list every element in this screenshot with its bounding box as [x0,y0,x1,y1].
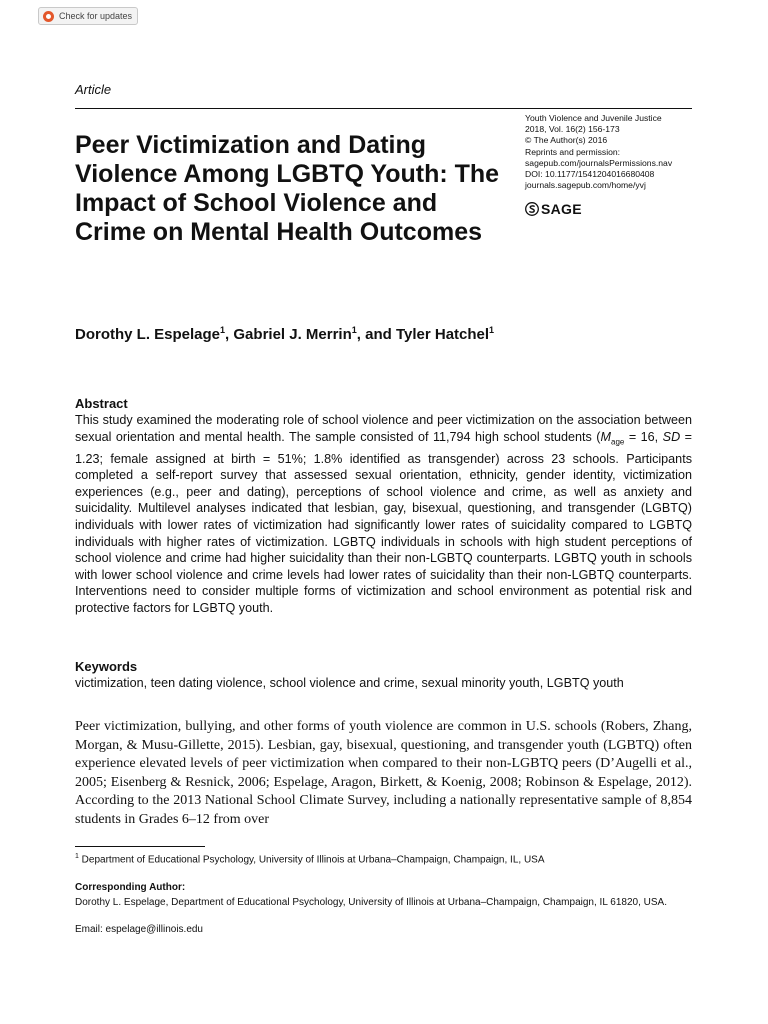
sage-logo-icon [525,202,539,216]
corresponding-author-address: Dorothy L. Espelage, Department of Educational Psychology, University of Illinois at Urbana–Champaign, Champaign, IL 61820, USA. [75,897,667,908]
update-icon [43,11,54,22]
abstract-part: = 1.23; female assigned at birth = 51%; 1.8% identified as transgender) across 23 schools. Participants completed a self-report survey that assessed sexual orientation, ethnicity, gender identity, victimization experiences (e.g., peer and dating), perceptions of school violence and crime, as well as anxiety and suicidality. Multilevel analyses indicated that lesbian, gay, bisexual, questioning, and transgender (LGBTQ) individuals with lower rates of victimization had significantly lower rates of suicidality compared to LGBTQ individuals with higher rates of victimization. LGBTQ individuals in schools with high student perceptions of school violence and crime had higher suicidality than their non-LGBTQ counterparts. LGBTQ youth in schools with lower school violence and crime levels had lower rates of suicidality than their non-LGBTQ counterparts. Interventions need to consider multiple forms of victimization and school environment as potential risk and protective factors for LGBTQ youth. [75,429,693,616]
footnote-text: Department of Educational Psychology, University of Illinois at Urbana–Champaign, Champaign, IL, USA [78,854,545,866]
permissions-link[interactable]: sagepub.com/journalsPermissions.nav [525,157,673,168]
body-paragraph: Peer victimization, bullying, and other forms of youth violence are common in U.S. schools (Robers, Zhang, Morgan, & Musu-Gillette, 2015). Lesbian, gay, bisexual, questioning, and transgender youth (LGBTQ) often experience elevated levels of peer victimization when compared to their non-LGBTQ peers (D’Augelli et al., 2005; Eisenberg & Resnick, 2006; Espelage, Aragon, Birkett, & Koenig, 2008; Robinson & Espelage, 2012). According to the 2013 National School Climate Survey, including a nationally representative sample of 8,854 students in Grades 6–12 from over [75,719,692,827]
journal-name: Youth Violence and Juvenile Justice [525,113,662,123]
reprints-label: Reprints and permission: [525,146,621,157]
copyright: © The Author(s) 2016 [525,135,608,146]
affiliation-marker: 1 [220,325,226,335]
footnote-rule [75,846,205,847]
doi[interactable]: DOI: 10.1177/1541204016680408 [525,169,655,180]
affiliation-footnote [75,853,545,865]
mean-subscript: age [611,437,625,447]
header-rule [75,108,692,109]
affiliation-marker: 1 [351,325,357,335]
keywords-heading: Keywords [75,659,138,674]
sd-symbol: SD [662,429,681,444]
author-list [75,325,494,343]
mean-symbol: M [600,429,611,444]
keywords-list: victimization, teen dating violence, school violence and crime, sexual minority youth, LGBTQ youth [75,676,624,690]
abstract-part: = 16, [624,429,663,444]
author-separator: , [225,326,234,343]
journal-info [525,113,672,191]
journal-homepage-link[interactable]: journals.sagepub.com/home/yvj [525,180,646,191]
abstract-heading: Abstract [75,396,128,411]
footnote-marker: 1 [75,853,79,860]
author-name: Gabriel J. Merrin [233,326,352,343]
author-name: Tyler Hatchel [395,326,490,343]
sage-logo [525,201,582,217]
abstract-text [75,412,692,617]
journal-volume: 2018, Vol. 16(2) 156-173 [525,124,620,135]
sage-wordmark: SAGE [541,201,582,217]
paper-title: Peer Victimization and Dating Violence Among LGBTQ Youth: The Impact of School Violence and Crime on Mental Health Outcomes [75,131,500,246]
article-type-label: Article [75,82,112,97]
check-for-updates-badge[interactable] [38,7,138,25]
corresponding-author-heading: Corresponding Author: [75,882,186,893]
check-for-updates-label: Check for updates [59,11,133,21]
author-separator: , and [356,326,396,343]
abstract-part: This study examined the moderating role of school violence and peer victimization on the association between sexual orientation and mental health. The sample consisted of 11,794 high school students ( [75,413,692,444]
corresponding-email[interactable]: Email: espelage@illinois.edu [75,924,203,935]
author-name: Dorothy L. Espelage [75,326,221,343]
affiliation-marker: 1 [489,325,495,335]
